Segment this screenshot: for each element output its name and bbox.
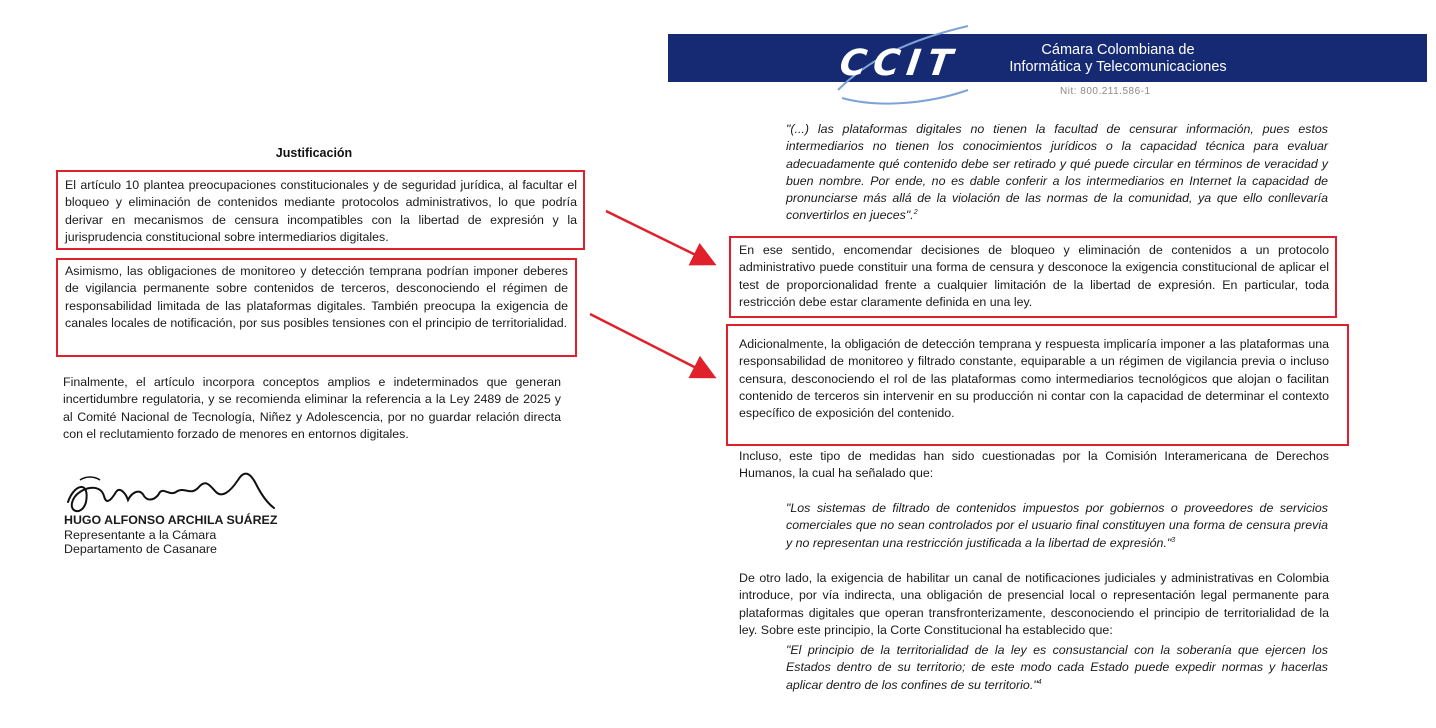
quote-1-text: "(...) las plataformas digitales no tienen la facultad de censurar información, pues estos intermediarios no tienen los conocimientos jurídicos o la capacidad técnica para evaluar adecuadamente qué contenido debe ser retirado y qué puede circular en términos de veracidad y buen nombre. Por ende, no es dable conferir a los intermediarios en Internet la capacidad de pronunciarse más allá de la violación de las normas de la comunidad, ya que ello conllevaría convertirlos en jueces". xyxy=(786,122,1328,223)
nit-number: Nit: 800.211.586-1 xyxy=(1060,86,1151,97)
right-paragraph-1: En ese sentido, encomendar decisiones de bloqueo y eliminación de contenidos a un protocolo administrativo puede constituir una forma de censura y desconoce la exigencia constitucional de aplicar el test de proporcionalidad frente a cualquier limitación de la libertad de expresión. En particular, toda restricción debe estar claramente definida en una ley. xyxy=(739,243,1329,309)
quote-1 xyxy=(786,121,1328,225)
signer-role: Representante a la Cámara xyxy=(64,528,217,542)
quote-3-text: "El principio de la territorialidad de la ley es consustancial con la soberanía que ejercen los Estados dentro de su territorio; de este modo cada Estado puede expedir normas y hacerlas aplicar dentro de los confines de su territorio." xyxy=(786,643,1328,692)
right-paragraph-2: Adicionalmente, la obligación de detección temprana y respuesta implicaría imponer a las plataformas una responsabilidad de monitoreo y filtrado constante, equiparable a un régimen de vigilancia previa o incluso censura, desconociendo el rol de las plataformas como intermediarios tecnológicos que alojan o facilitan contenido de terceros sin intervenir en su producción ni contar con la capacidad de determinar el contexto específico de exposición del contenido. xyxy=(739,337,1329,421)
signer-department: Departamento de Casanare xyxy=(64,542,217,556)
quote-2-text: "Los sistemas de filtrado de contenidos impuestos por gobiernos o proveedores de servicios comerciales que no sean controlados por el usuario final constituyen una forma de censura previa y no representan una restricción justificada a la libertad de expresión." xyxy=(786,501,1328,550)
quote-3 xyxy=(786,642,1328,694)
right-paragraph-3: Incluso, este tipo de medidas han sido cuestionadas por la Comisión Interamericana de Derechos Humanos, la cual ha señalado que: xyxy=(739,449,1329,481)
org-name xyxy=(998,42,1238,76)
footnote-2: 2 xyxy=(913,209,918,217)
arrow-1 xyxy=(606,211,712,263)
quote-2 xyxy=(786,500,1328,552)
left-paragraph-1: El artículo 10 plantea preocupaciones constitucionales y de seguridad jurídica, al facultar el bloqueo y eliminación de contenidos mediante protocolos administrativos, lo que podría derivar en mecanismos de censura incompatibles con la libertad de expresión y la jurisprudencia constitucional sobre intermediarios digitales. xyxy=(65,178,577,244)
footnote-3: 3 xyxy=(1171,536,1176,544)
ccit-logo: CCIT xyxy=(837,43,962,84)
org-name-line-1: Cámara Colombiana de xyxy=(1041,42,1195,58)
right-paragraph-4: De otro lado, la exigencia de habilitar un canal de notificaciones judiciales y administrativas en Colombia introduce, por vía indirecta, una obligación de presencial local o representación legal permanente para plataformas digitales que operan transfronterizamente, desconociendo el principio de territorialidad de la ley. Sobre este principio, la Corte Constitucional ha establecido que: xyxy=(739,571,1329,637)
section-heading: Justificación xyxy=(275,146,353,160)
org-name-line-2: Informática y Telecomunicaciones xyxy=(1009,59,1227,75)
left-paragraph-3: Finalmente, el artículo incorpora conceptos amplios e indeterminados que generan incertidumbre regulatoria, y se recomienda eliminar la referencia a la Ley 2489 de 2025 y al Comité Nacional de Tecnología, Niñez y Adolescencia, por no guardar relación directa con el reclutamiento forzado de menores en entornos digitales. xyxy=(63,375,561,441)
arrow-2 xyxy=(590,314,712,376)
signer-name: HUGO ALFONSO ARCHILA SUÁREZ xyxy=(64,513,278,527)
footnote-4: 4 xyxy=(1037,678,1042,686)
left-paragraph-2: Asimismo, las obligaciones de monitoreo y detección temprana podrían imponer deberes de vigilancia permanente sobre contenidos de terceros, desconociendo el régimen de responsabilidad limitada de las plataformas digitales. También preocupa la exigencia de canales locales de notificación, por sus posibles tensiones con el principio de territorialidad. xyxy=(65,264,568,330)
